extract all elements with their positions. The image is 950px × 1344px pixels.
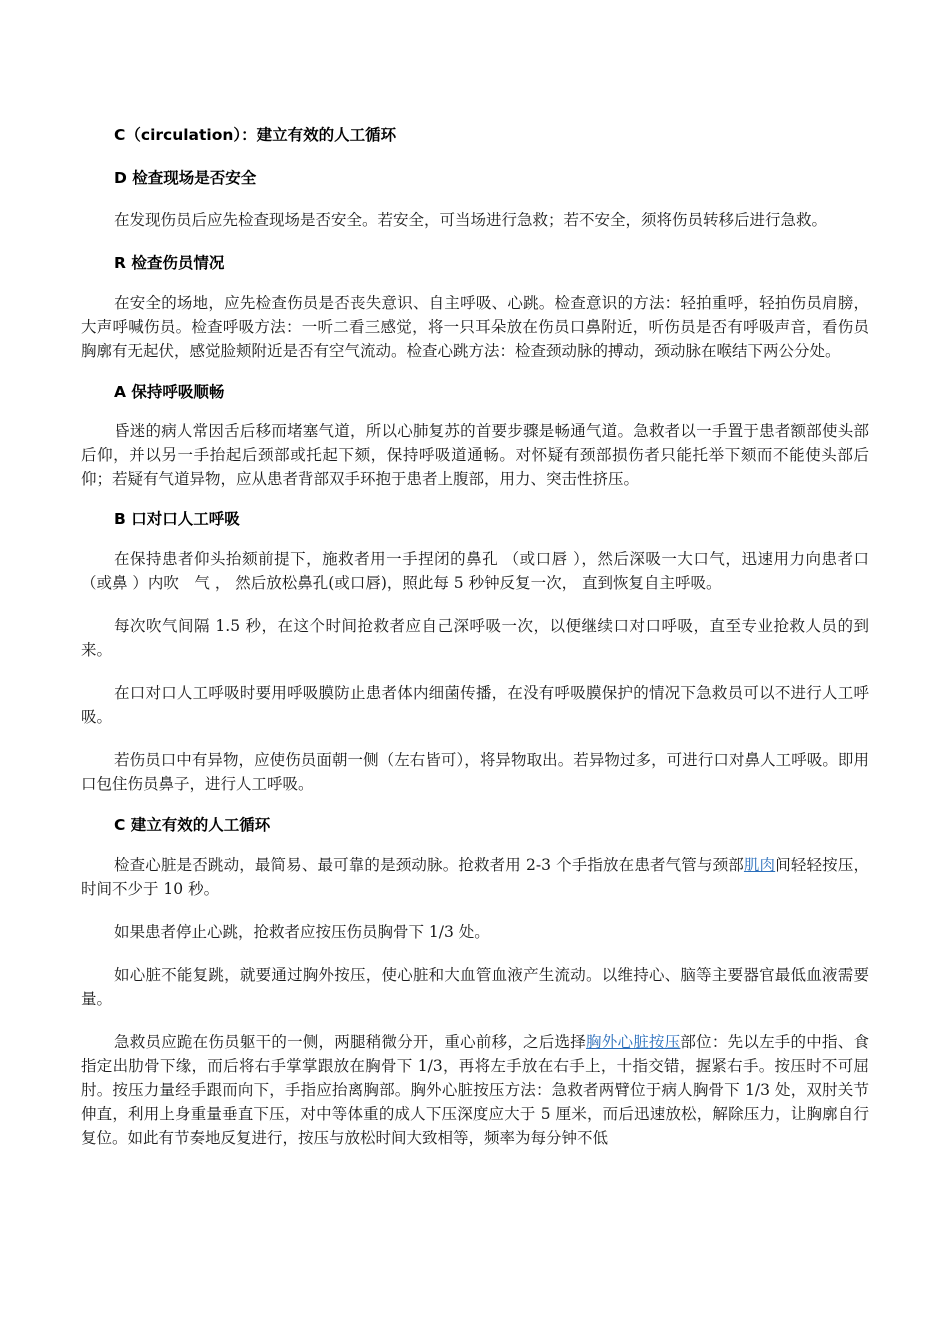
paragraph-b-3: 在口对口人工呼吸时要用呼吸膜防止患者体内细菌传播，在没有呼吸膜保护的情况下急救员可以不进行人工呼吸。 [81,684,869,726]
link-muscle[interactable]: 肌肉 [743,856,776,874]
paragraph-c-1 [81,853,869,901]
paragraph-b-2: 每次吹气间隔 1.5 秒，在这个时间抢救者应自己深呼吸一次，以便继续口对口呼吸，直至专业抢救人员的到来。 [81,617,869,659]
link-chest-compression[interactable]: 胸外心脏按压 [586,1033,681,1051]
heading-a-airway: A 保持呼吸顺畅 [114,383,225,401]
heading-r-check-casualty: R 检查伤员情况 [114,254,225,272]
heading-d-check-scene: D 检查现场是否安全 [114,169,257,187]
heading-c-circulation: C（circulation）：建立有效的人工循环 [114,126,397,144]
paragraph-r-1: 在安全的场地，应先检查伤员是否丧失意识、自主呼吸、心跳。检查意识的方法：轻拍重呼，轻拍伤员肩膀，大声呼喊伤员。检查呼吸方法：一听二看三感觉，将一只耳朵放在伤员口鼻附近，听伤员是否有呼吸声音，看伤员胸廓有无起伏，感觉脸颊附近是否有空气流动。检查心跳方法：检查颈动脉的搏动，颈动脉在喉结下两公分处。 [81,294,869,360]
paragraph-c-1-text-a: 检查心脏是否跳动，最简易、最可靠的是颈动脉。抢救者用 2-3 个手指放在患者气管与颈部 [114,856,744,874]
paragraph-c-3: 如心脏不能复跳，就要通过胸外按压，使心脏和大血管血液产生流动。以维持心、脑等主要器官最低血液需要量。 [81,966,869,1008]
paragraph-b-1: 在保持患者仰头抬颏前提下，施救者用一手捏闭的鼻孔 （或口唇 ），然后深吸一大口气，迅速用力向患者口 （或鼻 ）内吹 气 ， 然后放松鼻孔(或口唇)，照此每 5 秒钟反复一次， 直到恢复自主呼吸。 [81,550,869,592]
heading-c-circulation-2: C 建立有效的人工循环 [114,816,271,834]
document-page [81,124,869,1150]
paragraph-c-1-text-b: 间轻轻按压，时间不少于 10 秒。 [81,856,869,898]
paragraph-a-1: 昏迷的病人常因舌后移而堵塞气道，所以心肺复苏的首要步骤是畅通气道。急救者以一手置于患者额部使头部后仰，并以另一手抬起后颈部或托起下颏，保持呼吸道通畅。对怀疑有颈部损伤者只能托举下颏而不能使头部后仰；若疑有气道异物，应从患者背部双手环抱于患者上腹部，用力、突击性挤压。 [81,422,869,488]
paragraph-d-1: 在发现伤员后应先检查现场是否安全。若安全，可当场进行急救；若不安全，须将伤员转移后进行急救。 [114,211,828,229]
paragraph-c-4 [81,1030,869,1150]
paragraph-b-4: 若伤员口中有异物，应使伤员面朝一侧（左右皆可），将异物取出。若异物过多，可进行口对鼻人工呼吸。即用口包住伤员鼻子，进行人工呼吸。 [81,751,869,793]
paragraph-c-2: 如果患者停止心跳，抢救者应按压伤员胸骨下 1/3 处。 [114,923,490,941]
paragraph-c-4-text-a: 急救员应跪在伤员躯干的一侧，两腿稍微分开，重心前移，之后选择 [114,1033,586,1051]
paragraph-c-4-text-b: 部位：先以左手的中指、食指定出肋骨下缘，而后将右手掌掌跟放在胸骨下 1/3，再将左手放在右手上，十指交错，握紧右手。按压时不可屈肘。按压力量经手跟而向下，手指应抬离胸部。胸外心脏按压方法：急救者两臂位于病人胸骨下 1/3 处，双肘关节伸直，利用上身重量垂直下压，对中等体重的成人下压深度应大于 5 厘米，而后迅速放松，解除压力，让胸廓自行复位。如此有节奏地反复进行，按压与放松时间大致相等，频率为每分钟不低 [81,1033,869,1147]
heading-b-breathing: B 口对口人工呼吸 [114,510,240,528]
